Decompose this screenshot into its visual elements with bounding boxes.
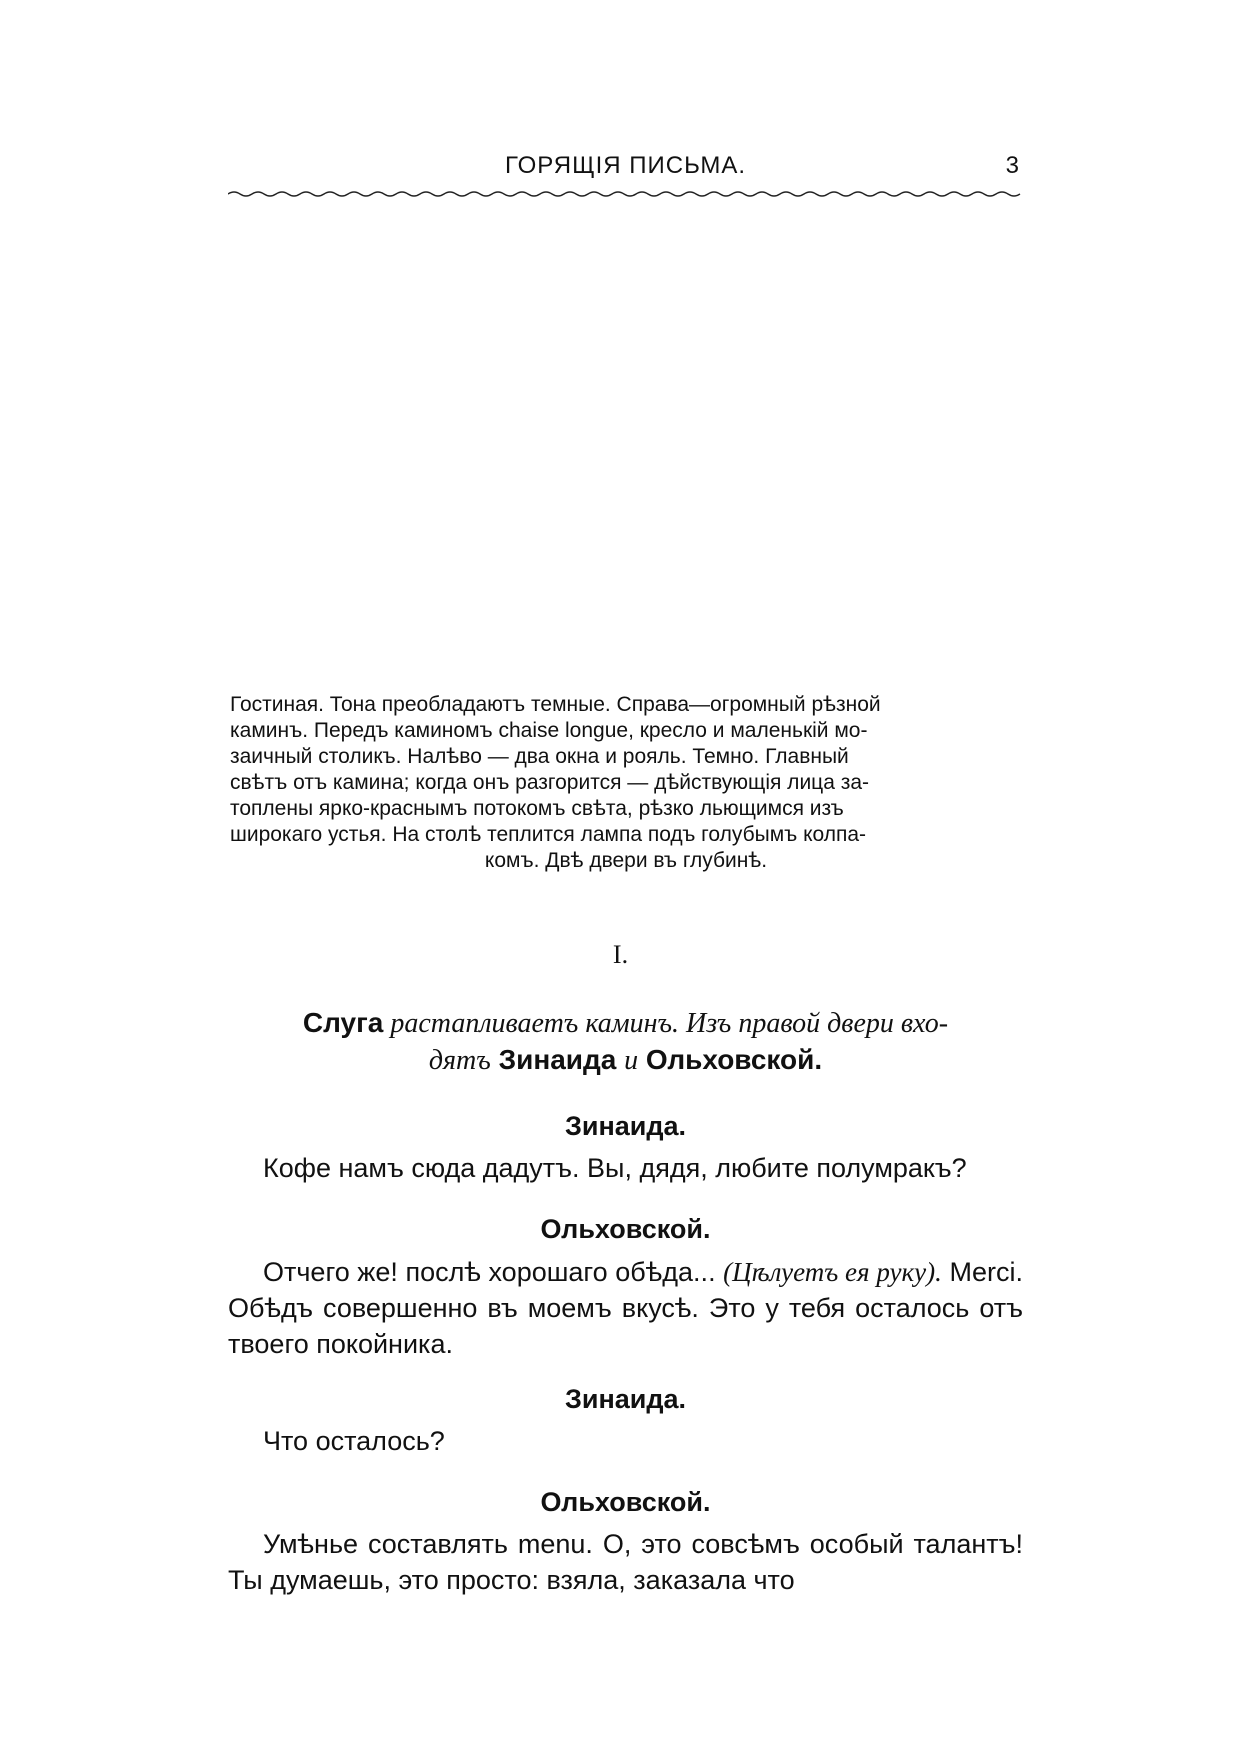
stage-line: топлены ярко-краснымъ потокомъ свѣта, рѣзко льющимся изъ	[230, 797, 844, 820]
direction-text: и	[624, 1045, 639, 1076]
dialogue-line: Что осталось?	[263, 1426, 445, 1456]
entrance-direction	[228, 1005, 1023, 1079]
speaker-name: Зинаида.	[564, 1384, 687, 1414]
stage-direction	[230, 692, 1022, 874]
direction-text: растапливаетъ каминъ. Изъ правой двери вхо-	[383, 1008, 949, 1039]
character-name: Зинаида	[498, 1044, 617, 1075]
stage-line-last: комъ. Двѣ двери въ глубинѣ.	[484, 849, 768, 872]
speaker-name: Зинаида.	[564, 1111, 687, 1141]
dialogue-line: Кофе намъ сюда дадутъ. Вы, дядя, любите полумракъ?	[263, 1153, 967, 1183]
dialogue-line: Умѣнье составлять menu. О, это совсѣмъ особый талантъ! Ты думаешь, это просто: взяла, заказала что	[228, 1529, 1023, 1595]
speaker-name: Ольховской.	[540, 1487, 711, 1517]
stage-line: широкаго устья. На столѣ теплится лампа подъ голубымъ колпа-	[230, 823, 867, 846]
direction-text: дятъ	[428, 1045, 491, 1076]
character-name: Слуга	[302, 1007, 384, 1038]
running-title: ГОРЯЩІЯ ПИСЬМА.	[504, 152, 747, 179]
stage-remark: (Цѣлуетъ ея руку).	[723, 1257, 942, 1287]
dialogue-text: Отчего же! послѣ хорошаго обѣда...	[263, 1257, 716, 1287]
stage-line: Гостиная. Тона преобладаютъ темные. Справа—огромный рѣзной	[230, 693, 881, 716]
page-number: 3	[1005, 152, 1019, 179]
page-header	[228, 152, 1023, 184]
scene-number: I.	[612, 940, 629, 969]
speaker-name: Ольховской.	[540, 1214, 711, 1244]
wavy-rule	[228, 188, 1023, 200]
stage-line: заичный столикъ. Налѣво — два окна и рояль. Темно. Главный	[230, 745, 849, 768]
stage-line: каминъ. Передъ каминомъ chaise longue, кресло и маленькій мо-	[230, 719, 868, 742]
dialogue-text: Merci. Обѣдъ совершенно въ моемъ вкусѣ. Это у тебя осталось отъ твоего покойника.	[228, 1257, 1023, 1359]
dialogue-line	[228, 1254, 1023, 1362]
stage-line: свѣтъ отъ камина; когда онъ разгорится — дѣйствующія лица за-	[230, 771, 870, 794]
character-name: Ольховской.	[645, 1044, 823, 1075]
